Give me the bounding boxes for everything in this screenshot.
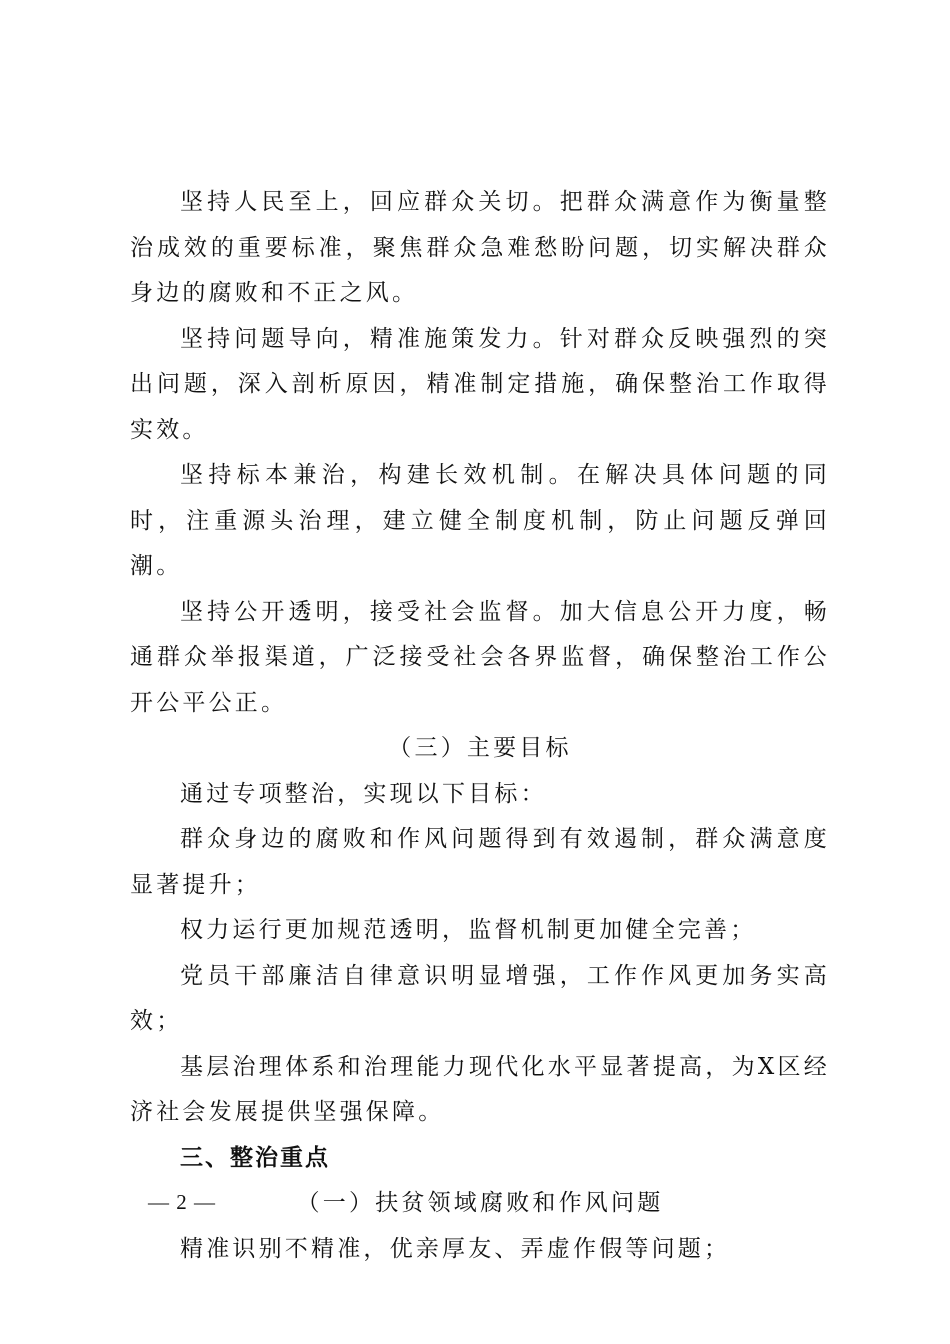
goal-item: 党员干部廉洁自律意识明显增强，工作作风更加务实高效；	[130, 962, 830, 1034]
principle-people-first: 坚持人民至上，回应群众关切。把群众满意作为衡量整治成效的重要标准，聚焦群众急难愁盼问题，切实解决群众身边的腐败和不正之风。	[130, 189, 830, 306]
goal-item: 基层治理体系和治理能力现代化水平显著提高，为X区经济社会发展提供坚强保障。	[130, 1053, 830, 1125]
goal-item: 权力运行更加规范透明，监督机制更加健全完善；	[180, 917, 757, 943]
poverty-issue-item: 精准识别不精准，优亲厚友、弄虚作假等问题；	[180, 1235, 731, 1262]
page-number: — 2 —	[148, 1190, 216, 1214]
principle-transparency: 坚持公开透明，接受社会监督。加大信息公开力度，畅通群众举报渠道，广泛接受社会各界监督，确保整治工作公开公平公正。	[130, 598, 830, 716]
subheading-main-goals: （三）主要目标	[388, 735, 572, 761]
principle-problem-oriented: 坚持问题导向，精准施策发力。针对群众反映强烈的突出问题，深入剖析原因，精准制定措施，确保整治工作取得实效。	[130, 325, 830, 443]
section-heading-key-areas: 三、整治重点	[180, 1144, 330, 1171]
principle-root-and-symptoms: 坚持标本兼治，构建长效机制。在解决具体问题的同时，注重源头治理，建立健全制度机制，防止问题反弹回潮。	[130, 462, 830, 579]
goals-intro: 通过专项整治，实现以下目标：	[180, 780, 547, 807]
subheading-poverty-alleviation: （一）扶贫领域腐败和作风问题	[296, 1190, 664, 1216]
document-body	[130, 180, 830, 1272]
goal-item: 群众身边的腐败和作风问题得到有效遏制，群众满意度显著提升；	[130, 826, 830, 898]
